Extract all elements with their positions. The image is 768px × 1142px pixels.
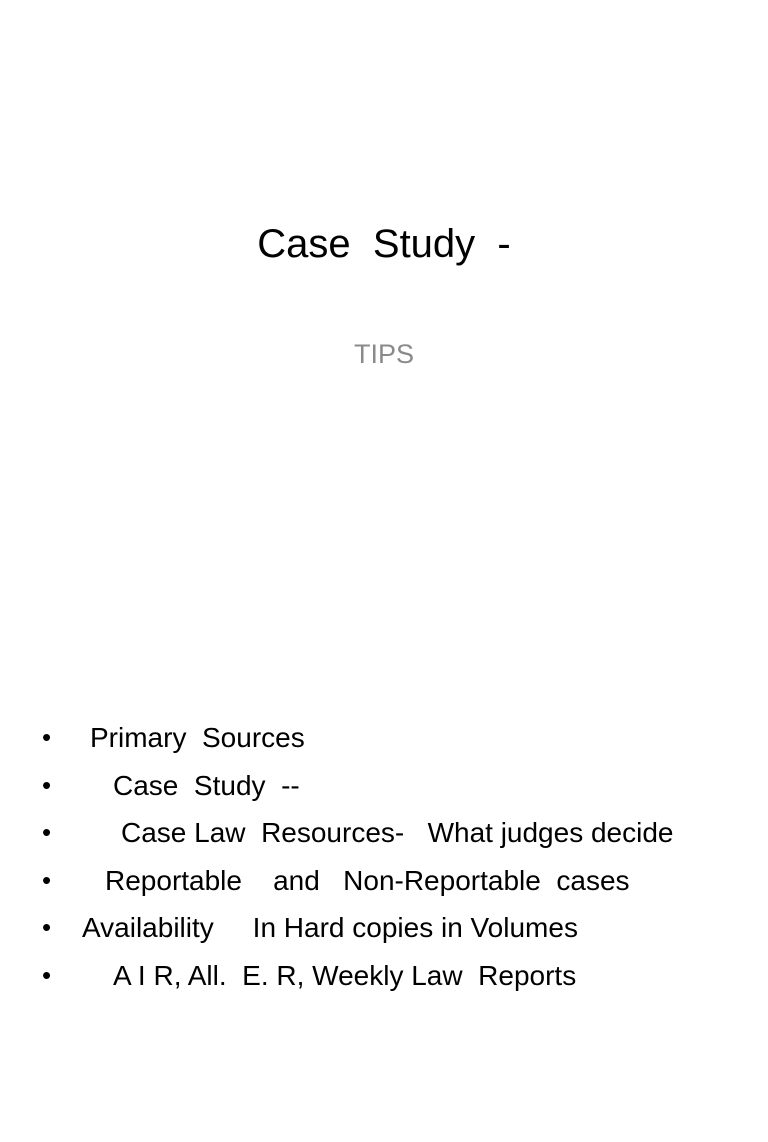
bullet-icon: • bbox=[42, 959, 52, 990]
bullet-item bbox=[40, 952, 760, 1000]
bullet-text: Case Law Resources- What judges decide bbox=[121, 817, 674, 849]
bullet-item bbox=[40, 904, 760, 952]
bullet-icon: • bbox=[42, 769, 52, 800]
bullet-text: Case Study -- bbox=[113, 769, 300, 801]
bullet-icon: • bbox=[42, 864, 52, 895]
bullet-list bbox=[40, 714, 760, 1000]
bullet-text: Availability In Hard copies in Volumes bbox=[82, 912, 578, 944]
bullet-item bbox=[40, 762, 760, 810]
bullet-item bbox=[40, 714, 760, 762]
slide-subtitle: TIPS bbox=[353, 339, 414, 369]
bullet-item bbox=[40, 857, 760, 905]
bullet-icon: • bbox=[42, 912, 52, 943]
bullet-text: Reportable and Non-Reportable cases bbox=[105, 864, 630, 896]
slide-title: Case Study - bbox=[257, 222, 511, 266]
bullet-text: A I R, All. E. R, Weekly Law Reports bbox=[113, 959, 577, 991]
bullet-item bbox=[40, 809, 760, 857]
bullet-icon: • bbox=[42, 817, 52, 848]
bullet-icon: • bbox=[42, 722, 52, 752]
bullet-text: Primary Sources bbox=[90, 722, 305, 753]
